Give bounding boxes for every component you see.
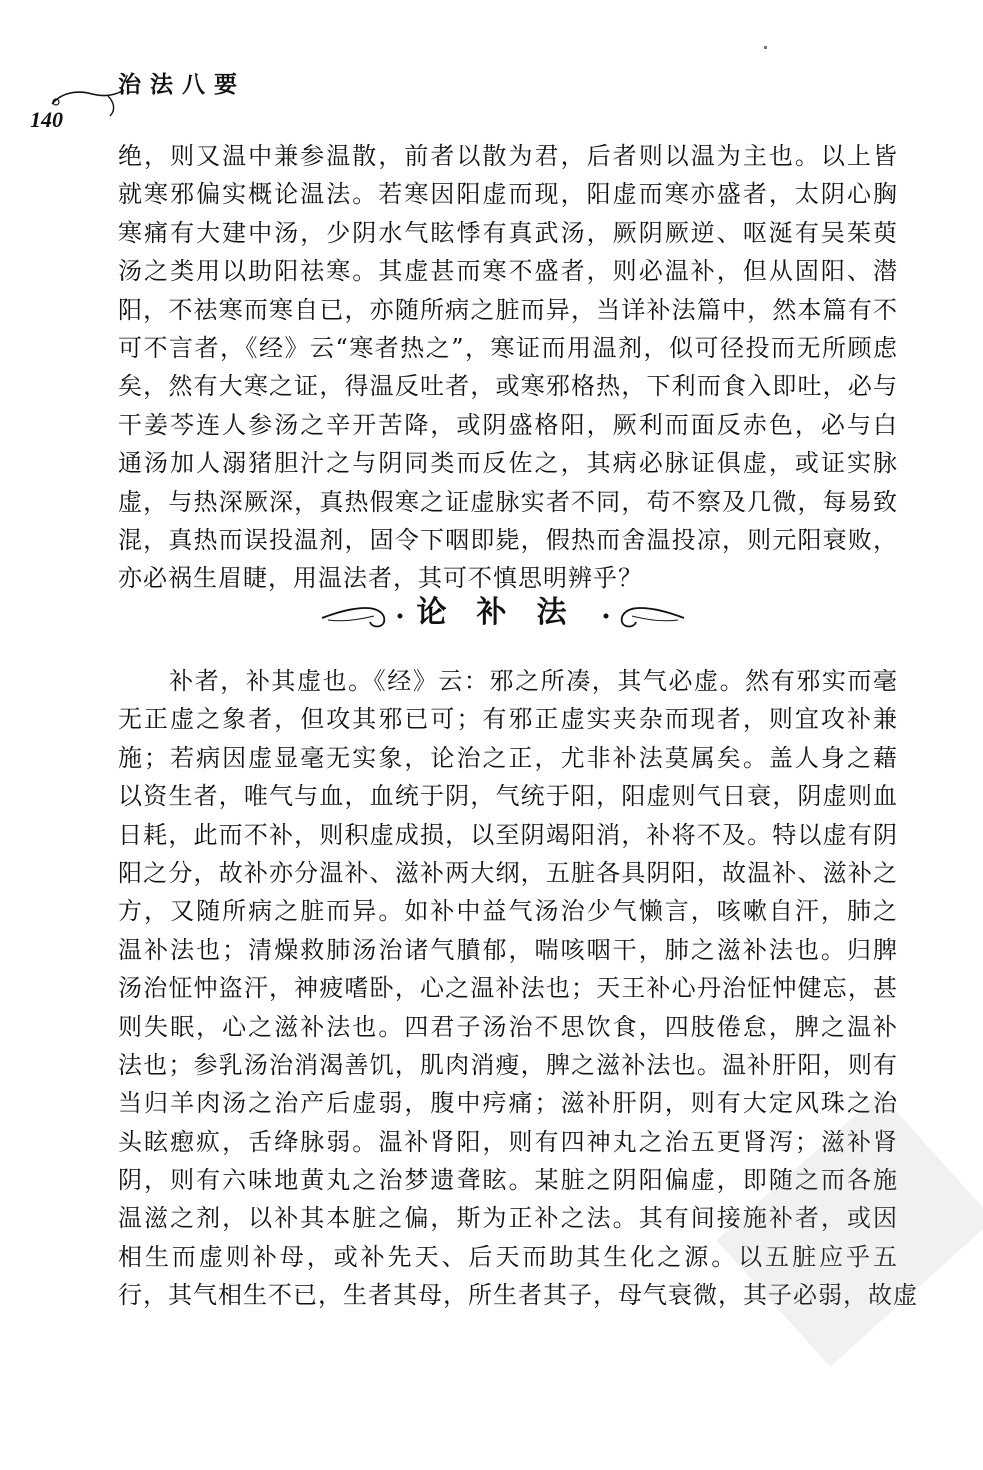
running-head-title: 治法八要 <box>118 72 246 98</box>
text-line: 亦必祸生眉睫，用温法者，其可不慎思明辨乎？ <box>118 564 643 593</box>
text-line: 阴，则有六味地黄丸之治梦遗聋眩。某脏之阴阳偏虚，即随之而各施 <box>118 1166 898 1195</box>
text-line: 当归羊肉汤之治产后虚弱，腹中疞痛；滋补肝阴，则有大定风珠之治 <box>118 1089 898 1118</box>
text-line: 头眩瘛疭，舌绛脉弱。温补肾阳，则有四神丸之治五更肾泻；滋补肾 <box>118 1127 898 1156</box>
text-line: 虚，与热深厥深，真热假寒之证虚脉实者不同，苟不察及几微，每易致 <box>118 487 898 516</box>
text-line: 行，其气相生不已，生者其母，所生者其子，母气衰微，其子必弱，故虚 <box>118 1281 918 1310</box>
text-line: 施；若病因虚显毫无实象，论治之正，尤非补法莫属矣。盖人身之藉 <box>118 743 898 772</box>
section-title: 论补法 <box>416 595 597 630</box>
scan-speck <box>764 46 767 49</box>
text-line: 汤之类用以助阳祛寒。其虚甚而寒不盛者，则必温补，但从固阳、潜 <box>118 257 898 286</box>
text-line: 相生而虚则补母，或补先天、后天而助其生化之源。以五脏应乎五 <box>118 1242 898 1271</box>
text-line: 法也；参乳汤治消渴善饥，肌肉消瘦，脾之滋补法也。温补肝阳，则有 <box>118 1050 898 1079</box>
text-line: 寒痛有大建中汤，少阴水气眩悸有真武汤，厥阴厥逆、呕涎有吴茱萸 <box>118 218 898 247</box>
page-number: 140 <box>30 107 63 132</box>
text-line: 混，真热而误投温剂，固令下咽即毙，假热而舍温投凉，则元阳衰败， <box>118 525 898 554</box>
text-line: 则失眠，心之滋补法也。四君子汤治不思饮食，四肢倦怠，脾之温补 <box>118 1012 898 1041</box>
text-line: 方，又随所病之脏而异。如补中益气汤治少气懒言，咳嗽自汗，肺之 <box>118 897 898 926</box>
text-line: 汤治怔忡盗汗，神疲嗜卧，心之温补法也；天王补心丹治怔忡健忘，甚 <box>118 974 898 1003</box>
text-line: 日耗，此而不补，则积虚成损，以至阴竭阳消，补将不及。特以虚有阴 <box>118 820 898 849</box>
text-line: 通汤加人溺猪胆汁之与阴同类而反佐之，其病必脉证俱虚，或证实脉 <box>118 449 898 478</box>
text-line: 阳，不祛寒而寒自已，亦随所病之脏而异，当详补法篇中，然本篇有不 <box>118 295 898 324</box>
title-ornament-right-icon <box>598 598 688 632</box>
text-line: 就寒邪偏实概论温法。若寒因阳虚而现，阳虚而寒亦盛者，太阴心胸 <box>118 180 898 209</box>
text-line: 阳之分，故补亦分温补、滋补两大纲，五脏各具阴阳，故温补、滋补之 <box>118 858 898 887</box>
text-line: 可不言者，《经》云“寒者热之”，寒证而用温剂，似可径投而无所顾虑 <box>118 333 898 362</box>
text-line: 无正虚之象者，但攻其邪已可；有邪正虚实夹杂而现者，则宜攻补兼 <box>118 705 898 734</box>
text-line: 矣，然有大寒之证，得温反吐者，或寒邪格热，下利而食入即吐，必与 <box>118 372 898 401</box>
text-line: 干姜芩连人参汤之辛开苦降，或阴盛格阳，厥利而面反赤色，必与白 <box>118 410 898 439</box>
text-line: 温补法也；清燥救肺汤治诸气膹郁，喘咳咽干，肺之滋补法也。归脾 <box>118 935 898 964</box>
section-heading <box>0 588 983 638</box>
text-line: 温滋之剂，以补其本脏之偏，斯为正补之法。其有间接施补者，或因 <box>118 1204 898 1233</box>
paragraph-temperature-method-end <box>118 137 898 598</box>
text-line: 补者，补其虚也。《经》云：邪之所凑，其气必虚。然有邪实而毫 <box>118 667 898 695</box>
text-line: 绝，则又温中兼参温散，前者以散为君，后者则以温为主也。以上皆 <box>118 142 898 170</box>
text-line: 以资生者，唯气与血，血统于阴，气统于阳，阳虚则气日衰，阴虚则血 <box>118 782 898 811</box>
